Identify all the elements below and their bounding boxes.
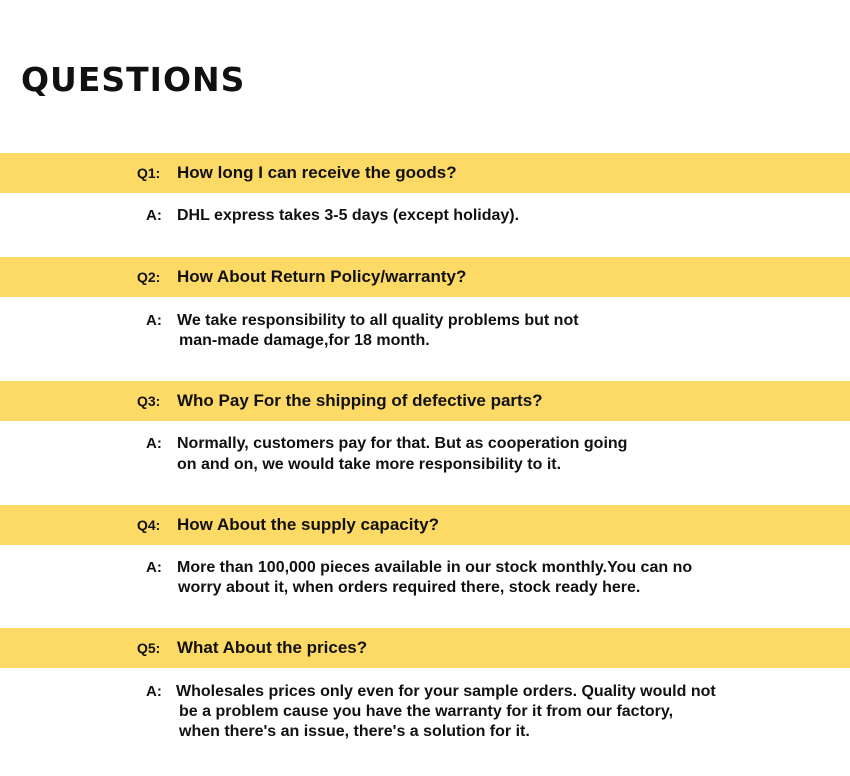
answer-block-1: [0, 205, 850, 226]
question-text: How About Return Policy/warranty?: [177, 267, 467, 286]
answer-line: Normally, customers pay for that. But as cooperation going: [177, 435, 628, 452]
question-number: Q4:: [137, 517, 161, 533]
question-text: How About the supply capacity?: [177, 515, 439, 534]
answer-label: A:: [146, 312, 162, 329]
answer-line: worry about it, when orders required there, stock ready here.: [178, 579, 641, 596]
question-text: How long I can receive the goods?: [177, 163, 457, 182]
answer-line: Wholesales prices only even for your sample orders. Quality would not: [176, 683, 716, 700]
answer-label: A:: [146, 207, 162, 224]
question-number: Q3:: [137, 393, 161, 409]
answer-label: A:: [146, 435, 162, 452]
question-bar-2: [0, 257, 850, 297]
answer-block-3: [0, 433, 850, 475]
answer-block-2: [0, 310, 850, 352]
answer-line: man-made damage,for 18 month.: [179, 332, 430, 349]
question-bar-3: [0, 381, 850, 421]
answer-line: We take responsibility to all quality problems but not: [177, 312, 579, 329]
page-title: QUESTIONS: [21, 60, 246, 99]
question-bar-1: [0, 153, 850, 193]
question-bar-5: [0, 628, 850, 668]
answer-line: More than 100,000 pieces available in our stock monthly.You can no: [177, 559, 693, 576]
answer-line: DHL express takes 3-5 days (except holiday).: [177, 207, 520, 224]
answer-label: A:: [146, 683, 162, 700]
answer-line: on and on, we would take more responsibility to it.: [177, 456, 562, 473]
answer-line: when there's an issue, there's a solution for it.: [179, 723, 530, 740]
answer-line: be a problem cause you have the warranty for it from our factory,: [179, 703, 674, 720]
answer-label: A:: [146, 559, 162, 576]
question-number: Q2:: [137, 269, 161, 285]
question-number: Q5:: [137, 640, 161, 656]
question-bar-4: [0, 505, 850, 545]
question-text: Who Pay For the shipping of defective parts?: [177, 391, 543, 410]
answer-block-5: [0, 681, 850, 744]
answer-block-4: [0, 557, 850, 599]
question-number: Q1:: [137, 165, 161, 181]
question-text: What About the prices?: [177, 638, 368, 657]
